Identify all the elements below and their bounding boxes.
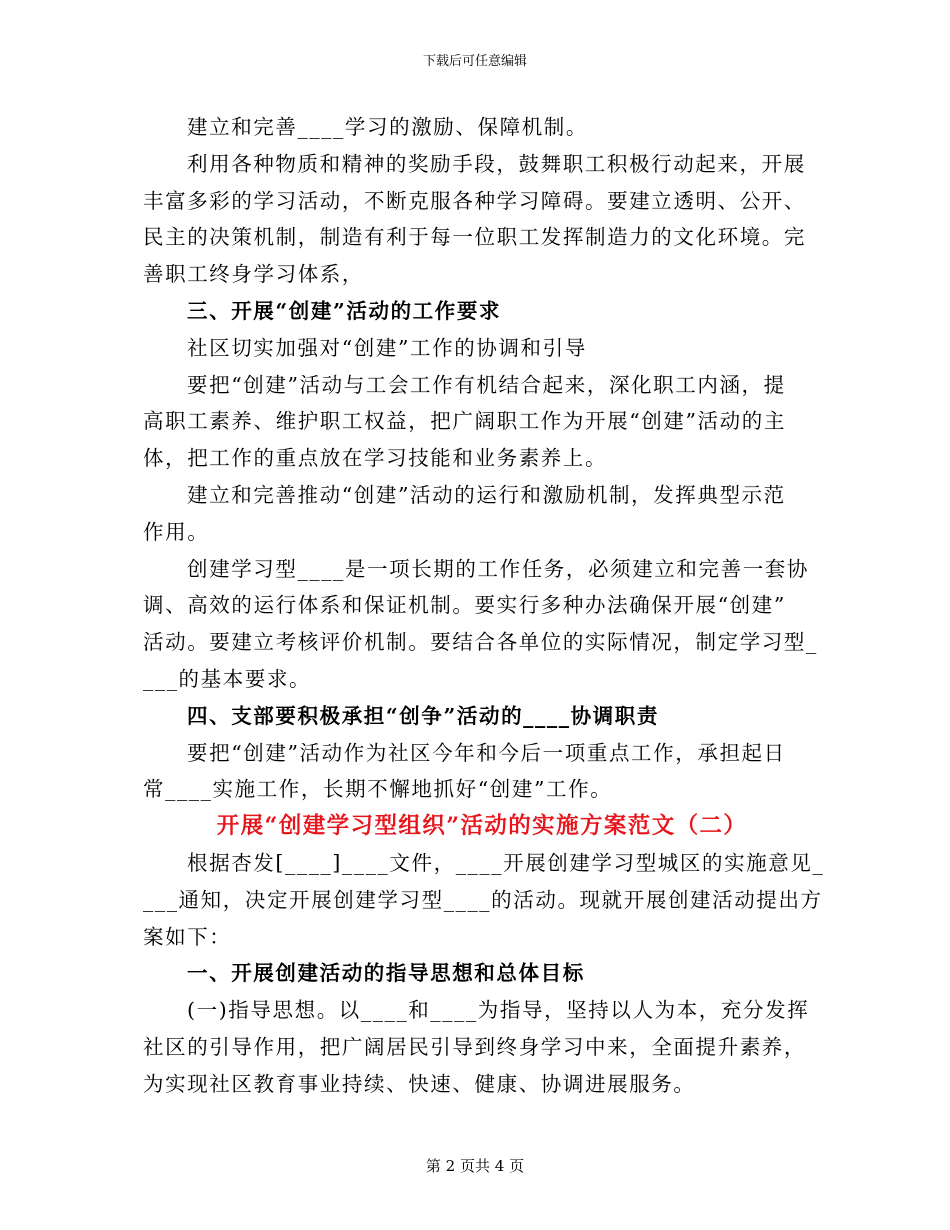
body-line: ___通知，决定开展创建学习型____的活动。现就开展创建活动提出方 bbox=[143, 887, 823, 912]
page-footer: 第 2 页共 4 页 bbox=[425, 1157, 525, 1175]
body-line: 调、高效的运行体系和保证机制。要实行多种办法确保开展“创建” bbox=[143, 593, 786, 618]
body-line: 要把“创建”活动与工会工作有机结合起来，深化职工内涵，提 bbox=[187, 372, 786, 397]
body-line: 根据杏发[____]____文件，____开展创建学习型城区的实施意见_ bbox=[187, 850, 825, 875]
body-line: 作用。 bbox=[143, 519, 210, 544]
body-line: 社区的引导作用，把广阔居民引导到终身学习中来，全面提升素养， bbox=[143, 1034, 806, 1059]
body-line: 创建学习型____是一项长期的工作任务，必须建立和完善一套协 bbox=[187, 556, 809, 581]
body-line: 丰富多彩的学习活动，不断克服各种学习障碍。要建立透明、公开、 bbox=[143, 188, 806, 213]
body-line: 高职工素养、维护职工权益，把广阔职工作为开展“创建”活动的主 bbox=[143, 409, 786, 434]
body-line: (一)指导思想。以____和____为指导，坚持以人为本，充分发挥 bbox=[187, 998, 810, 1023]
body-line: 建立和完善推动“创建”活动的运行和激励机制，发挥典型示范 bbox=[187, 482, 786, 507]
body-line: 常____实施工作，长期不懈地抓好“创建”工作。 bbox=[143, 777, 613, 802]
body-line: 为实现社区教育事业持续、快速、健康、协调进展服务。 bbox=[143, 1071, 696, 1096]
section-heading: 一、开展创建活动的指导思想和总体目标 bbox=[187, 961, 585, 986]
body-line: 利用各种物质和精神的奖励手段，鼓舞职工积极行动起来，开展 bbox=[187, 151, 806, 176]
document-title: 开展“创建学习型组织”活动的实施方案范文（二） bbox=[216, 813, 748, 840]
body-line: ___的基本要求。 bbox=[143, 666, 312, 691]
section-heading: 四、支部要积极承担“创争”活动的____协调职责 bbox=[187, 703, 659, 728]
body-line: 社区切实加强对“创建”工作的协调和引导 bbox=[187, 335, 587, 360]
section-heading: 三、开展“创建”活动的工作要求 bbox=[187, 298, 502, 323]
body-line: 要把“创建”活动作为社区今年和今后一项重点工作，承担起日 bbox=[187, 740, 786, 765]
body-line: 善职工终身学习体系， bbox=[143, 262, 364, 287]
body-line: 建立和完善____学习的激励、保障机制。 bbox=[187, 115, 588, 139]
body-line: 民主的决策机制，制造有利于每一位职工发挥制造力的文化环境。完 bbox=[143, 225, 806, 250]
body-line: 活动。要建立考核评价机制。要结合各单位的实际情况，制定学习型_ bbox=[143, 630, 818, 655]
page-header: 下载后可任意编辑 bbox=[422, 54, 527, 69]
body-line: 案如下： bbox=[143, 924, 232, 949]
body-line: 体，把工作的重点放在学习技能和业务素养上。 bbox=[143, 446, 608, 471]
document-body bbox=[143, 109, 825, 1103]
